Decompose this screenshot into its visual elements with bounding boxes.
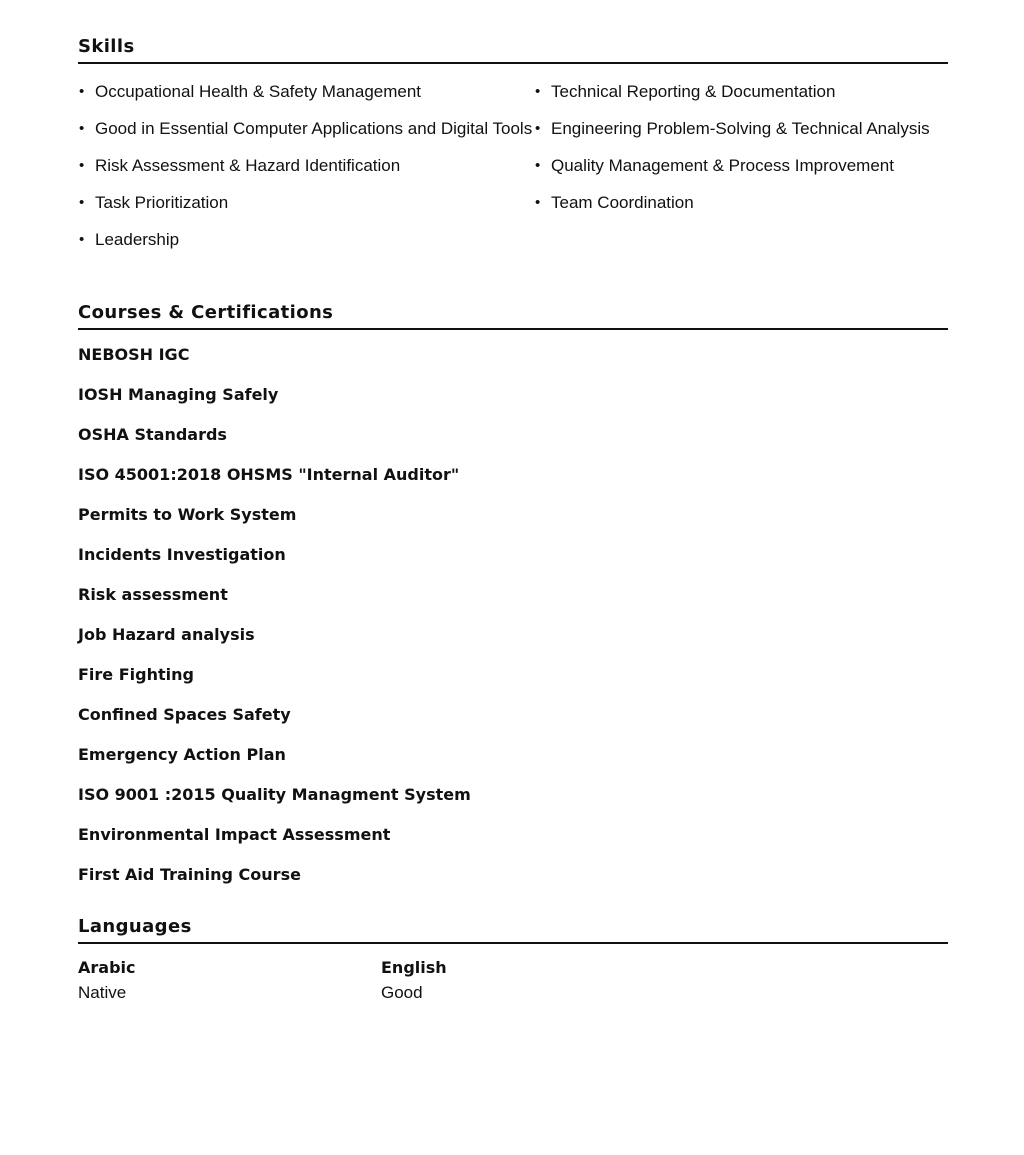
skills-columns	[78, 80, 948, 265]
language-level: Native	[78, 983, 127, 1002]
bullet-icon: •	[535, 194, 541, 211]
course-item: IOSH Managing Safely	[78, 385, 279, 404]
skill-item: • Leadership	[78, 228, 534, 252]
skills-left-column	[78, 80, 534, 265]
course-item: ISO 45001:2018 OHSMS "Internal Auditor"	[78, 465, 460, 484]
skill-item: • Team Coordination	[534, 191, 944, 215]
skills-heading: Skills	[78, 36, 948, 64]
course-item: Emergency Action Plan	[78, 745, 286, 764]
course-item: Incidents Investigation	[78, 545, 286, 564]
language-item-english	[381, 956, 684, 1006]
skills-section	[78, 36, 948, 265]
courses-heading: Courses & Certifications	[78, 302, 948, 330]
bullet-icon: •	[79, 194, 85, 211]
courses-section	[78, 302, 948, 904]
course-item: Fire Fighting	[78, 665, 194, 684]
course-item: OSHA Standards	[78, 425, 227, 444]
skills-right-column	[534, 80, 944, 265]
skill-item: • Risk Assessment & Hazard Identification	[78, 154, 534, 178]
skill-item: • Technical Reporting & Documentation	[534, 80, 944, 104]
bullet-icon: •	[535, 157, 541, 174]
language-name: Arabic	[78, 958, 136, 977]
languages-heading: Languages	[78, 916, 948, 944]
bullet-icon: •	[79, 231, 85, 248]
bullet-icon: •	[79, 83, 85, 100]
language-level: Good	[381, 983, 423, 1002]
languages-row	[78, 956, 948, 1006]
skill-item: • Task Prioritization	[78, 191, 534, 215]
skill-item: • Quality Management & Process Improvement	[534, 154, 944, 178]
bullet-icon: •	[79, 157, 85, 174]
course-item: ISO 9001 :2015 Quality Managment System	[78, 785, 471, 804]
language-item-arabic	[78, 956, 381, 1006]
skill-item: • Engineering Problem-Solving & Technical Analysis	[534, 117, 944, 141]
course-item: Risk assessment	[78, 585, 228, 604]
course-item: NEBOSH IGC	[78, 345, 190, 364]
language-name: English	[381, 958, 447, 977]
course-item: Permits to Work System	[78, 505, 297, 524]
bullet-icon: •	[535, 120, 541, 137]
skill-item: • Occupational Health & Safety Management	[78, 80, 534, 104]
languages-section	[78, 916, 948, 1006]
course-item: First Aid Training Course	[78, 865, 301, 884]
course-item: Job Hazard analysis	[78, 625, 255, 644]
skill-item: • Good in Essential Computer Applications and Digital Tools	[78, 117, 534, 141]
bullet-icon: •	[79, 120, 85, 137]
course-item: Environmental Impact Assessment	[78, 825, 391, 844]
courses-list	[78, 344, 948, 904]
course-item: Confined Spaces Safety	[78, 705, 291, 724]
bullet-icon: •	[535, 83, 541, 100]
